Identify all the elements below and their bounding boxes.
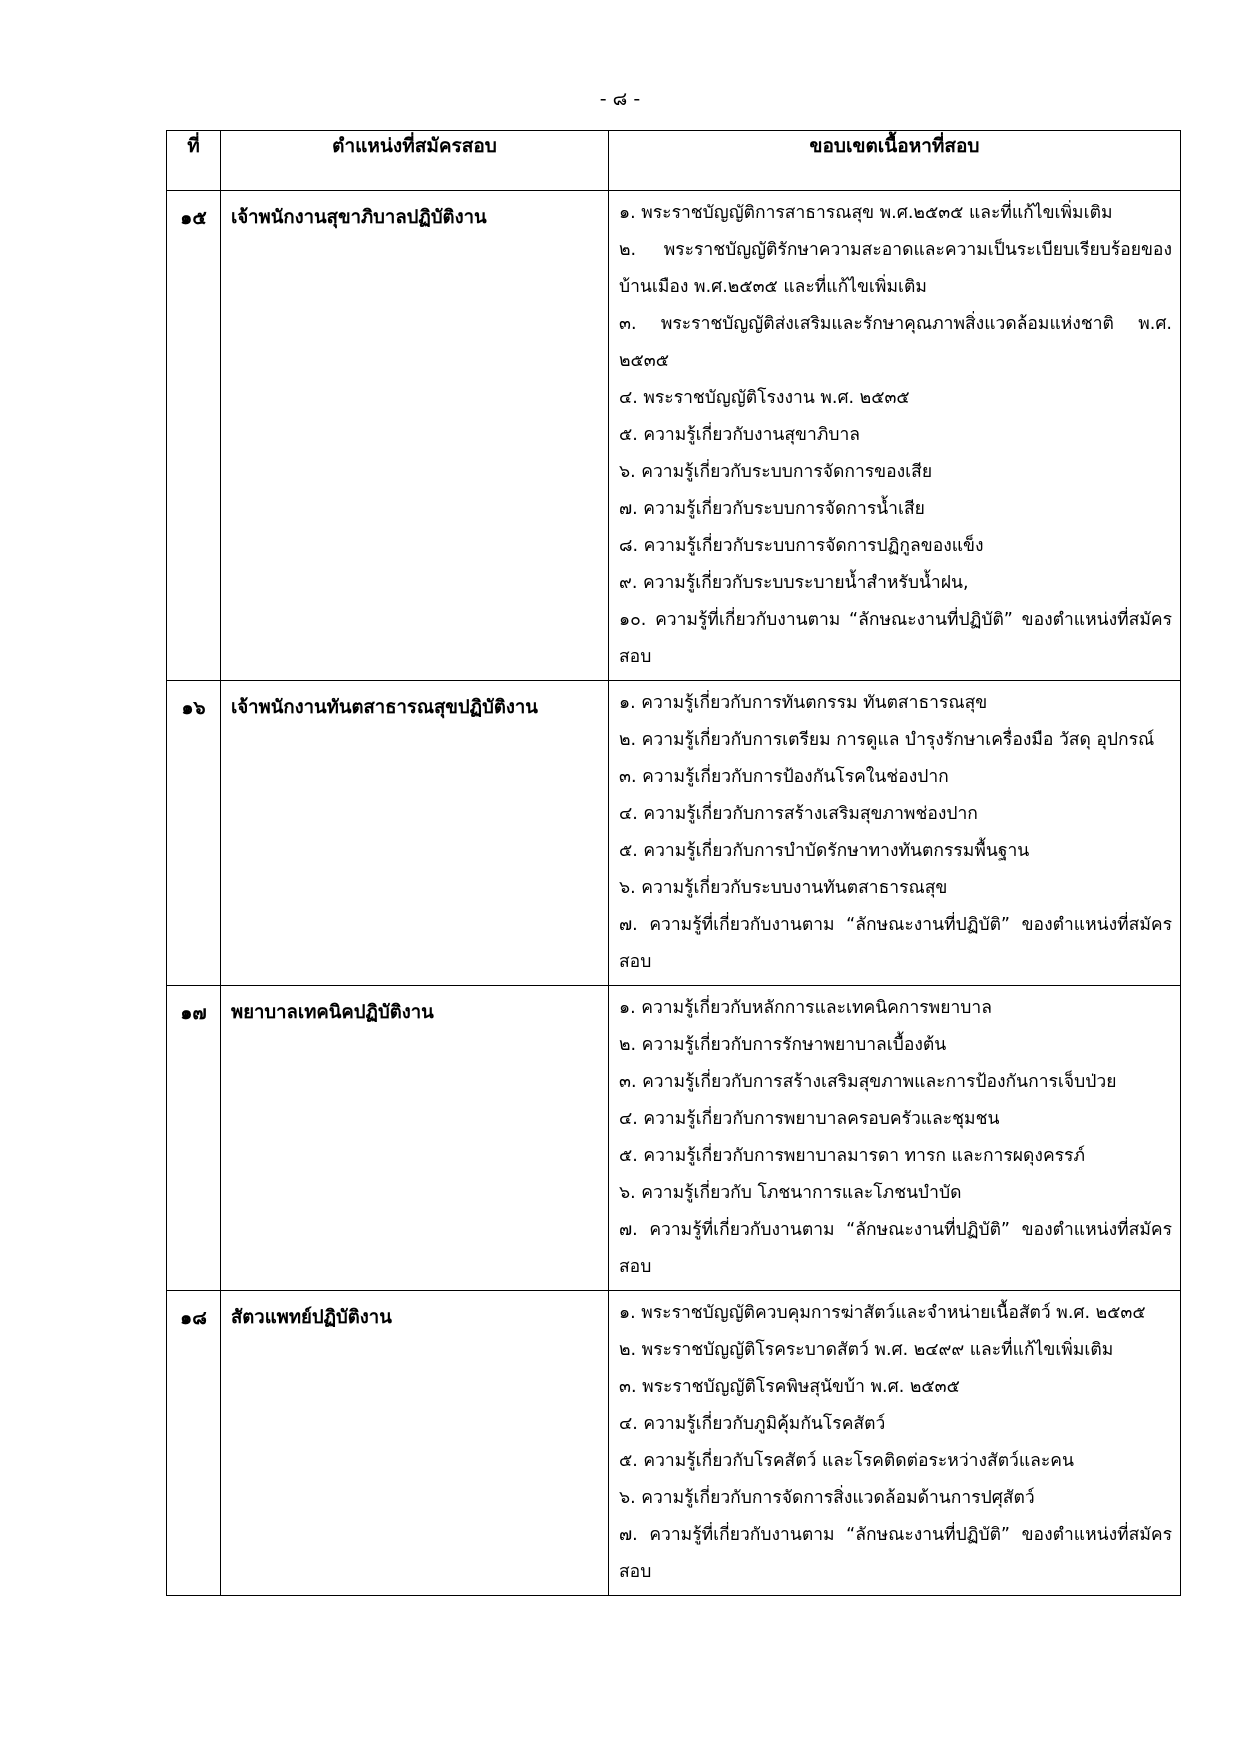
scope-item: ๒. ความรู้เกี่ยวกับการเตรียม การดูแล บำรุงรักษาเครื่องมือ วัสดุ อุปกรณ์: [619, 730, 1155, 750]
position-title: พยาบาลเทคนิคปฏิบัติงาน: [221, 986, 609, 1291]
scope-item: ๖. ความรู้เกี่ยวกับระบบการจัดการของเสีย: [619, 462, 933, 482]
scope-item: ๓. พระราชบัญญัติโรคพิษสุนัขบ้า พ.ศ. ๒๕๓๕: [619, 1377, 960, 1397]
scope-item: ๔. ความรู้เกี่ยวกับการสร้างเสริมสุขภาพช่องปาก: [619, 804, 978, 824]
scope-item: ๑. พระราชบัญญัติควบคุมการฆ่าสัตว์และจำหน่ายเนื้อสัตว์ พ.ศ. ๒๕๓๕: [619, 1303, 1146, 1323]
row-number: ๑๕: [167, 191, 221, 681]
table-row: [167, 986, 1181, 1291]
scope-item: ๗. ความรู้ที่เกี่ยวกับงานตาม “ลักษณะงานที่ปฏิบัติ” ของตำแหน่งที่สมัครสอบ: [619, 1525, 1172, 1582]
scope-item: ๒. พระราชบัญญัติรักษาความสะอาดและความเป็นระเบียบเรียบร้อยของบ้านเมือง พ.ศ.๒๕๓๕ และที่แก้ไขเพิ่มเติม: [619, 240, 1172, 297]
table-header-row: [167, 131, 1181, 191]
scope-item: ๙. ความรู้เกี่ยวกับระบบระบายน้ำสำหรับน้ำฝน,: [619, 573, 969, 593]
position-title: เจ้าพนักงานสุขาภิบาลปฏิบัติงาน: [221, 191, 609, 681]
scope-item: ๔. พระราชบัญญัติโรงงาน พ.ศ. ๒๕๓๕: [619, 388, 910, 408]
scope-item: ๓. พระราชบัญญัติส่งเสริมและรักษาคุณภาพสิ่งแวดล้อมแห่งชาติ พ.ศ. ๒๕๓๕: [619, 314, 1172, 371]
scope-item: ๑. พระราชบัญญัติการสาธารณสุข พ.ศ.๒๕๓๕ และที่แก้ไขเพิ่มเติม: [619, 203, 1113, 223]
scope-list: [609, 191, 1181, 681]
scope-item: ๒. ความรู้เกี่ยวกับการรักษาพยาบาลเบื้องต้น: [619, 1035, 947, 1055]
scope-item: ๖. ความรู้เกี่ยวกับ โภชนาการและโภชนบำบัด: [619, 1183, 962, 1203]
scope-item: ๓. ความรู้เกี่ยวกับการป้องกันโรคในช่องปาก: [619, 767, 949, 787]
scope-item: ๕. ความรู้เกี่ยวกับการบำบัดรักษาทางทันตกรรมพื้นฐาน: [619, 841, 1030, 861]
scope-item: ๑๐. ความรู้ที่เกี่ยวกับงานตาม “ลักษณะงานที่ปฏิบัติ” ของตำแหน่งที่สมัครสอบ: [619, 610, 1172, 667]
column-header-position: ตำแหน่งที่สมัครสอบ: [221, 131, 609, 191]
scope-item: ๗. ความรู้เกี่ยวกับระบบการจัดการน้ำเสีย: [619, 499, 925, 519]
position-title: สัตวแพทย์ปฏิบัติงาน: [221, 1291, 609, 1596]
scope-item: ๔. ความรู้เกี่ยวกับภูมิคุ้มกันโรคสัตว์: [619, 1414, 886, 1434]
scope-item: ๑. ความรู้เกี่ยวกับการทันตกรรม ทันตสาธารณสุข: [619, 693, 988, 713]
table-row: [167, 191, 1181, 681]
column-header-scope: ขอบเขตเนื้อหาที่สอบ: [609, 131, 1181, 191]
scope-item: ๒. พระราชบัญญัติโรคระบาดสัตว์ พ.ศ. ๒๔๙๙ และที่แก้ไขเพิ่มเติม: [619, 1340, 1114, 1360]
scope-item: ๑. ความรู้เกี่ยวกับหลักการและเทคนิคการพยาบาล: [619, 998, 992, 1018]
scope-list: [609, 681, 1181, 986]
table-row: [167, 1291, 1181, 1596]
row-number: ๑๗: [167, 986, 221, 1291]
scope-item: ๘. ความรู้เกี่ยวกับระบบการจัดการปฏิกูลของแข็ง: [619, 536, 984, 556]
column-header-no: ที่: [167, 131, 221, 191]
scope-item: ๕. ความรู้เกี่ยวกับโรคสัตว์ และโรคติดต่อระหว่างสัตว์และคน: [619, 1451, 1074, 1471]
exam-scope-table: [166, 130, 1181, 1596]
row-number: ๑๖: [167, 681, 221, 986]
scope-item: ๖. ความรู้เกี่ยวกับการจัดการสิ่งแวดล้อมด้านการปศุสัตว์: [619, 1488, 1035, 1508]
scope-item: ๗. ความรู้ที่เกี่ยวกับงานตาม “ลักษณะงานที่ปฏิบัติ” ของตำแหน่งที่สมัครสอบ: [619, 915, 1172, 972]
scope-item: ๔. ความรู้เกี่ยวกับการพยาบาลครอบครัวและชุมชน: [619, 1109, 1000, 1129]
row-number: ๑๘: [167, 1291, 221, 1596]
scope-list: [609, 1291, 1181, 1596]
scope-item: ๗. ความรู้ที่เกี่ยวกับงานตาม “ลักษณะงานที่ปฏิบัติ” ของตำแหน่งที่สมัครสอบ: [619, 1220, 1172, 1277]
scope-item: ๓. ความรู้เกี่ยวกับการสร้างเสริมสุขภาพและการป้องกันการเจ็บป่วย: [619, 1072, 1117, 1092]
position-title: เจ้าพนักงานทันตสาธารณสุขปฏิบัติงาน: [221, 681, 609, 986]
page-number: - ๘ -: [599, 88, 641, 110]
scope-item: ๖. ความรู้เกี่ยวกับระบบงานทันตสาธารณสุข: [619, 878, 948, 898]
scope-item: ๕. ความรู้เกี่ยวกับงานสุขาภิบาล: [619, 425, 861, 445]
scope-list: [609, 986, 1181, 1291]
scope-item: ๕. ความรู้เกี่ยวกับการพยาบาลมารดา ทารก และการผดุงครรภ์: [619, 1146, 1085, 1166]
table-row: [167, 681, 1181, 986]
